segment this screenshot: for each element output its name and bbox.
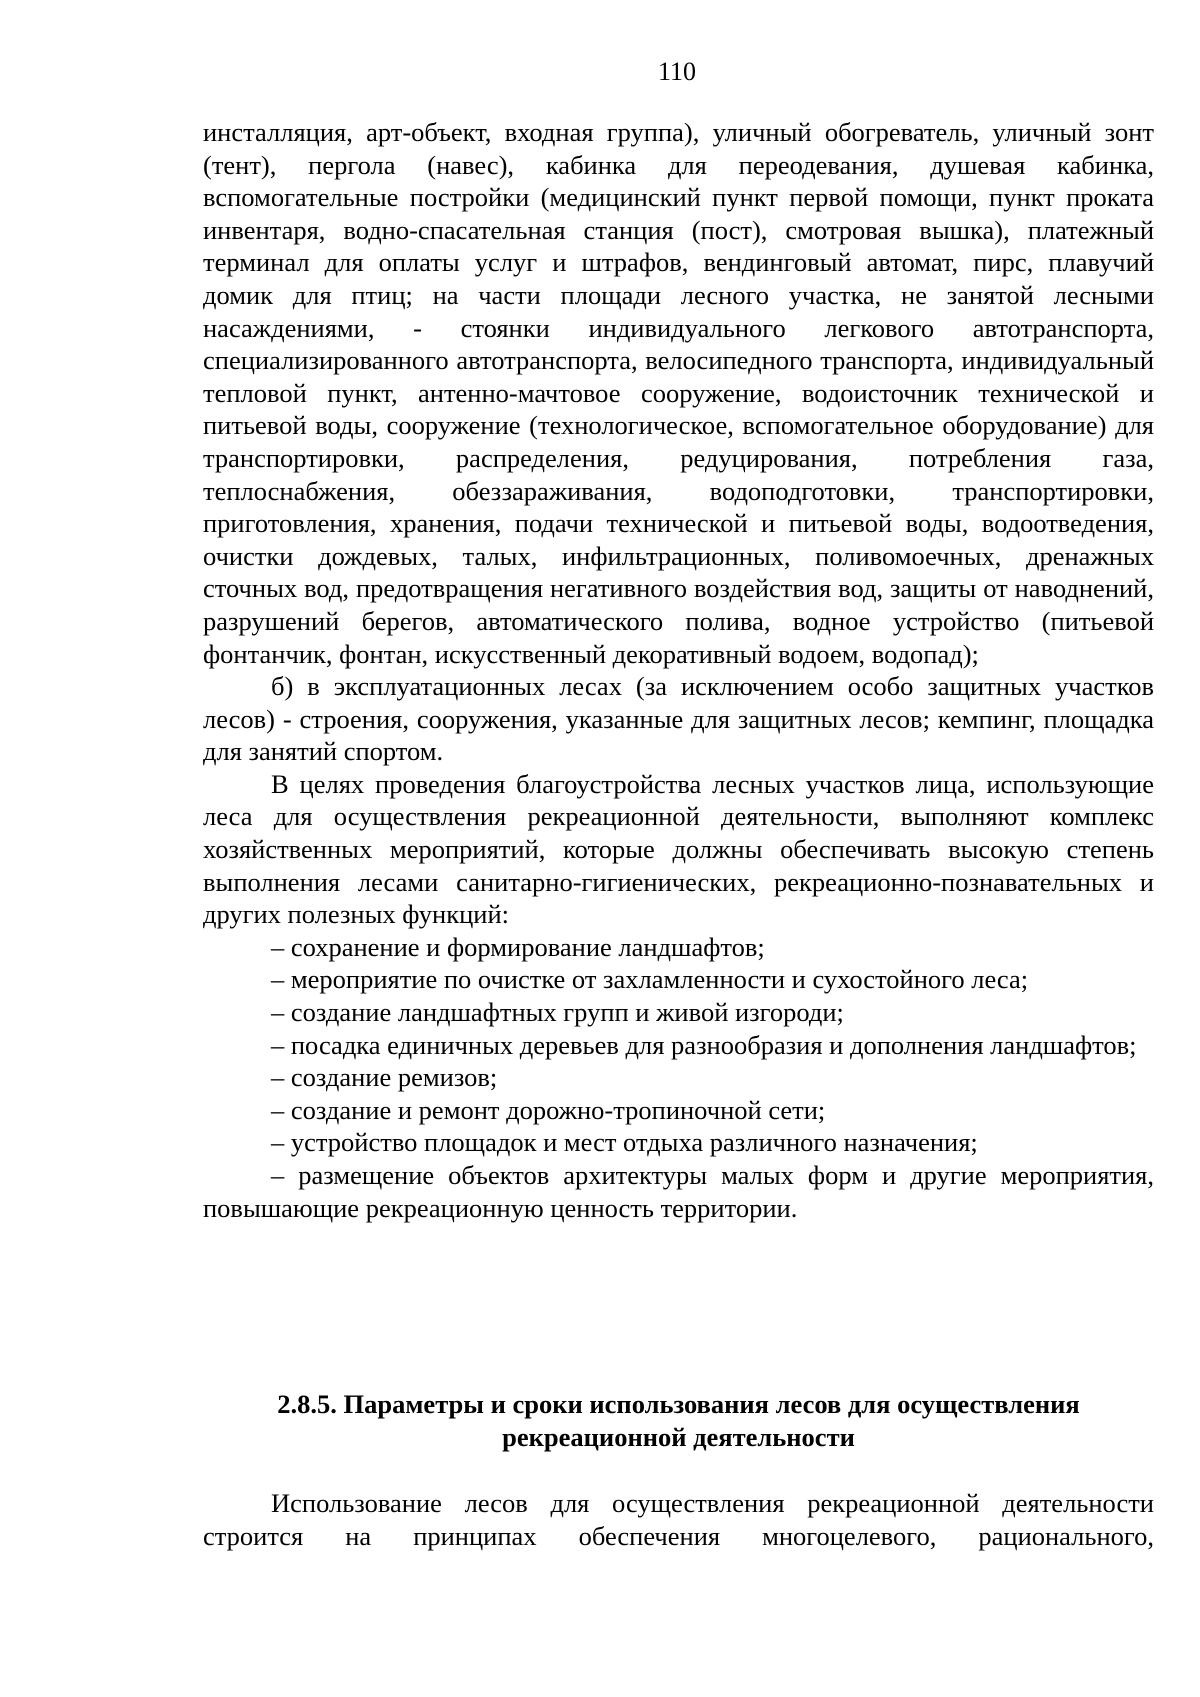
- list-item-rest-areas: – устройство площадок и мест отдыха различного назначения;: [271, 1127, 978, 1158]
- section-heading-line-1: 2.8.5. Параметры и сроки использования лесов для осуществления: [277, 1389, 1080, 1419]
- list-item-tree-planting: – посадка единичных деревьев для разнообразия и дополнения ландшафтов;: [271, 1029, 1137, 1060]
- section-paragraph: Использование лесов для осуществления рекреационной деятельности строится на принципах обеспечения многоцелевого, рационального,: [203, 1488, 1154, 1551]
- paragraph-improvement-measures: В целях проведения благоустройства лесных участков лица, использующие леса для осуществления рекреационной деятельности, выполняют комплекс хозяйственных мероприятий, которые должны обеспечивать высокую степень выполнения лесами санитарно-гигиенических, рекреационно-познавательных и других полезных функций:: [203, 768, 1154, 930]
- list-item-remises: – создание ремизов;: [271, 1062, 498, 1093]
- section-body: [203, 1487, 1154, 1552]
- list-item-paths: – создание и ремонт дорожно-тропиночной сети;: [271, 1094, 826, 1125]
- list-item-landscape-groups: – создание ландшафтных групп и живой изгороди;: [271, 997, 844, 1028]
- list-item-clearing: – мероприятие по очистке от захламленности и сухостойного леса;: [271, 964, 1029, 995]
- section-heading-line-2: рекреационной деятельности: [502, 1421, 855, 1452]
- page-number: 110: [657, 57, 697, 86]
- paragraph-continued-list: инсталляция, арт-объект, входная группа), уличный обогреватель, уличный зонт (тент), пергола (навес), кабинка для переодевания, душевая кабинка, вспомогательные постройки (медицинский пункт первой помощи, пункт проката инвентаря, водно-спасательная станция (пост), смотровая вышка), платежный терминал для оплаты услуг и штрафов, вендинговый автомат, пирс, плавучий домик для птиц; на части площади лесного участка, не занятой лесными насаждениями, - стоянки индивидуального легкового автотранспорта, специализированного автотранспорта, велосипедного транспорта, индивидуальный тепловой пункт, антенно-мачтовое сооружение, водоисточник технической и питьевой воды, сооружение (технологическое, вспомогательное оборудование) для транспортировки, распределения, редуцирования, потребления газа, теплоснабжения, обеззараживания, водоподготовки, транспортировки, приготовления, хранения, подачи технической и питьевой воды, водоотведения, очистки дождевых, талых, инфильтрационных, поливомоечных, дренажных сточных вод, предотвращения негативного воздействия вод, защиты от наводнений, разрушений берегов, автоматического полива, водное устройство (питьевой фонтанчик, фонтан, искусственный декоративный водоем, водопад);: [203, 117, 1154, 669]
- list-item-small-architecture: – размещение объектов архитектуры малых форм и другие мероприятия, повышающие рекреационную ценность территории.: [203, 1160, 1154, 1223]
- list-item-landscapes: – сохранение и формирование ландшафтов;: [271, 931, 765, 962]
- section-heading: [203, 1388, 1154, 1453]
- body-text: [203, 116, 1154, 1224]
- paragraph-exploitation-forests: б) в эксплуатационных лесах (за исключением особо защитных участков лесов) - строения, сооружения, указанные для защитных лесов; кемпинг, площадка для занятий спортом.: [203, 671, 1154, 767]
